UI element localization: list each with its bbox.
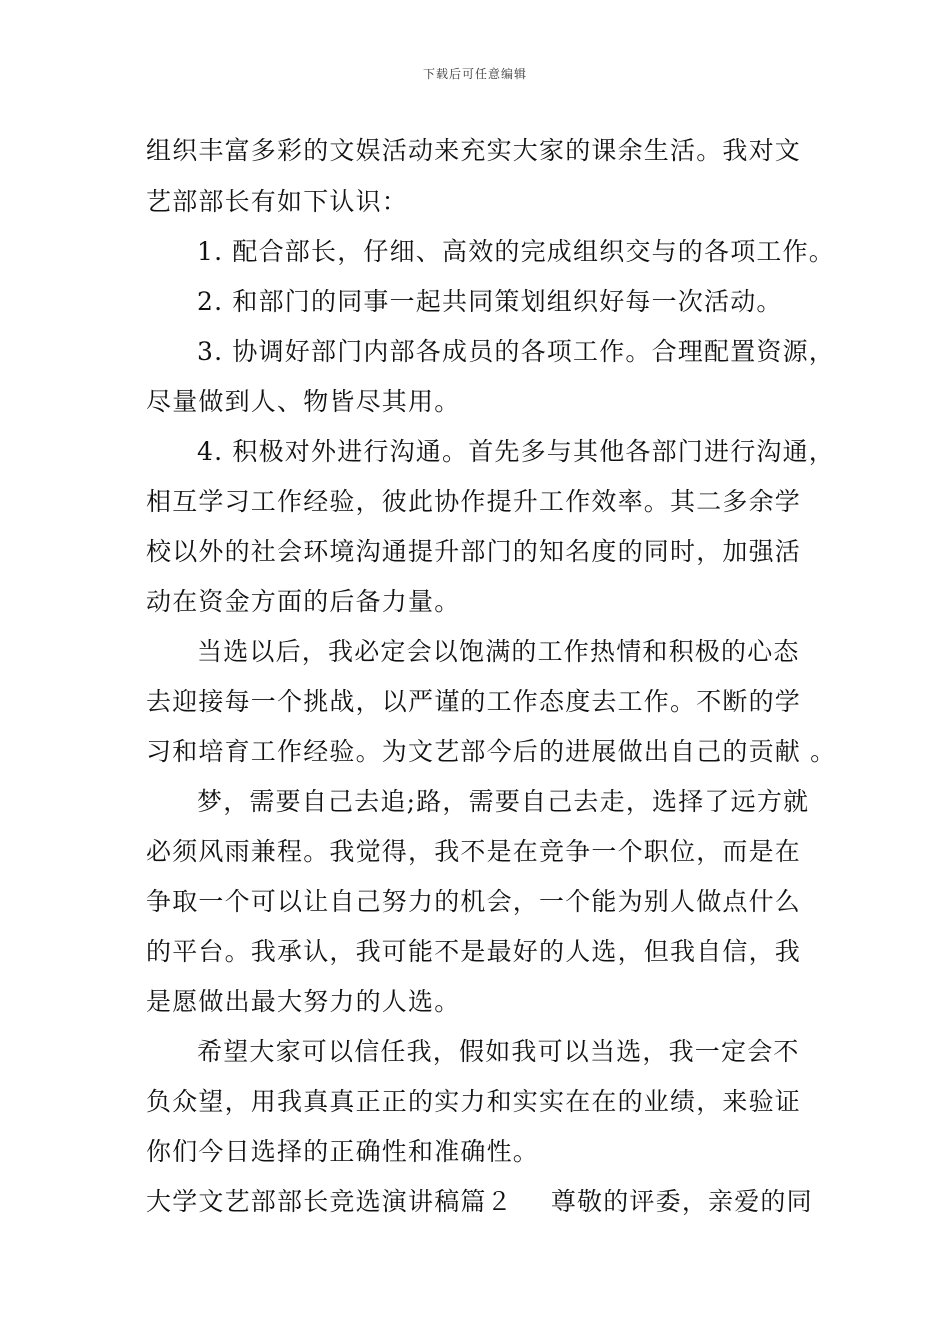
list-item-2: 2. 和部门的同事一起共同策划组织好每一次活动。 (197, 287, 783, 316)
paragraph-start: 希望大家可以信任我，假如我可以当选，我一定会不 (197, 1037, 800, 1066)
text-line: 习和培育工作经验。为文艺部今后的进展做出自己的贡献 。 (146, 737, 837, 766)
text-line: 艺部部长有如下认识： (146, 187, 409, 216)
text-line: 争取一个可以让自己努力的机会，一个能为别人做点什么 (146, 887, 802, 916)
text-line: 校以外的社会环境沟通提升部门的知名度的同时，加强活 (146, 537, 802, 566)
section-opening: 尊敬的评委，亲爱的同 (550, 1187, 813, 1216)
paragraph-start: 梦，需要自己去追;路，需要自己去走，选择了远方就 (197, 787, 810, 816)
text-line: 你们今日选择的正确性和准确性。 (146, 1137, 540, 1166)
list-item-3: 3. 协调好部门内部各成员的各项工作。合理配置资源， (197, 337, 836, 366)
page-header-note: 下载后可任意编辑 (422, 67, 527, 81)
text-line: 组织丰富多彩的文娱活动来充实大家的课余生活。我对文 (146, 136, 802, 165)
text-line: 尽量做到人、物皆尽其用。 (146, 387, 461, 416)
next-section-line (146, 1187, 813, 1217)
list-item-1: 1. 配合部长，仔细、高效的完成组织交与的各项工作。 (197, 237, 836, 266)
paragraph-start: 当选以后，我必定会以饱满的工作热情和积极的心态 (197, 637, 800, 666)
text-line: 去迎接每一个挑战，以严谨的工作态度去工作。不断的学 (146, 687, 802, 716)
text-line: 是愿做出最大努力的人选。 (146, 987, 461, 1016)
text-line: 负众望，用我真真正正的实力和实实在在的业绩，来验证 (146, 1087, 802, 1116)
list-item-4: 4. 积极对外进行沟通。首先多与其他各部门进行沟通， (197, 437, 836, 466)
text-line: 动在资金方面的后备力量。 (146, 587, 461, 616)
section-title: 大学文艺部部长竞选演讲稿篇２ (146, 1187, 513, 1216)
text-line: 必须风雨兼程。我觉得，我不是在竞争一个职位，而是在 (146, 837, 802, 866)
text-line: 相互学习工作经验，彼此协作提升工作效率。其二多余学 (146, 487, 802, 516)
text-line: 的平台。我承认，我可能不是最好的人选，但我自信，我 (146, 937, 802, 966)
